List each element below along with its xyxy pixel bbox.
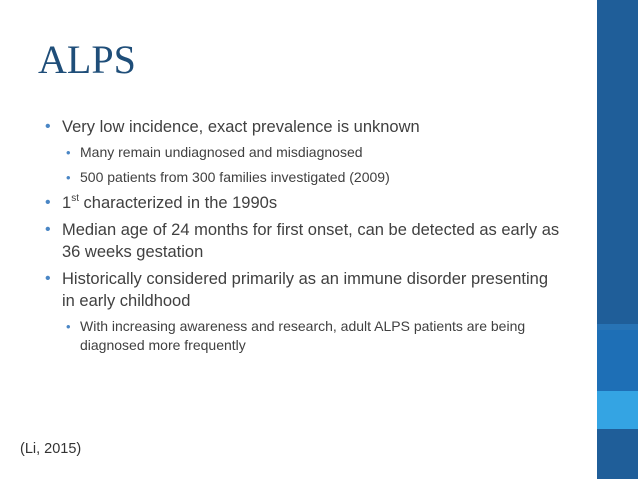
- sub-bullet-adult-patients: • With increasing awareness and research, adult ALPS patients are being diagnosed more frequently: [66, 317, 565, 355]
- sub-bullet-undiagnosed: • Many remain undiagnosed and misdiagnosed: [66, 143, 565, 162]
- bullet-list: [45, 116, 565, 361]
- citation: (Li, 2015): [20, 441, 82, 457]
- sidebar-bottom-block: [597, 429, 638, 479]
- first-characterized-text: characterized in the 1990s: [78, 194, 278, 212]
- sidebar-mid-accent-block: [597, 330, 638, 391]
- ordinal-suffix: st: [71, 192, 79, 204]
- right-decorative-bar: [597, 0, 638, 479]
- sidebar-light-accent-block: [597, 391, 638, 429]
- sub-bullet-patients-families: • 500 patients from 300 families investigated (2009): [66, 168, 565, 187]
- bullet-first-characterized: [45, 192, 565, 214]
- bullet-incidence: • Very low incidence, exact prevalence is unknown: [45, 116, 565, 138]
- bullet-median-age: • Median age of 24 months for first onset, can be detected as early as 36 weeks gestation: [45, 219, 565, 263]
- ordinal-number: 1: [62, 194, 72, 212]
- slide-title: ALPS: [38, 37, 136, 82]
- bullet-historically-immune: • Historically considered primarily as an immune disorder presenting in early childhood: [45, 268, 565, 312]
- sidebar-dark-block: [597, 0, 638, 324]
